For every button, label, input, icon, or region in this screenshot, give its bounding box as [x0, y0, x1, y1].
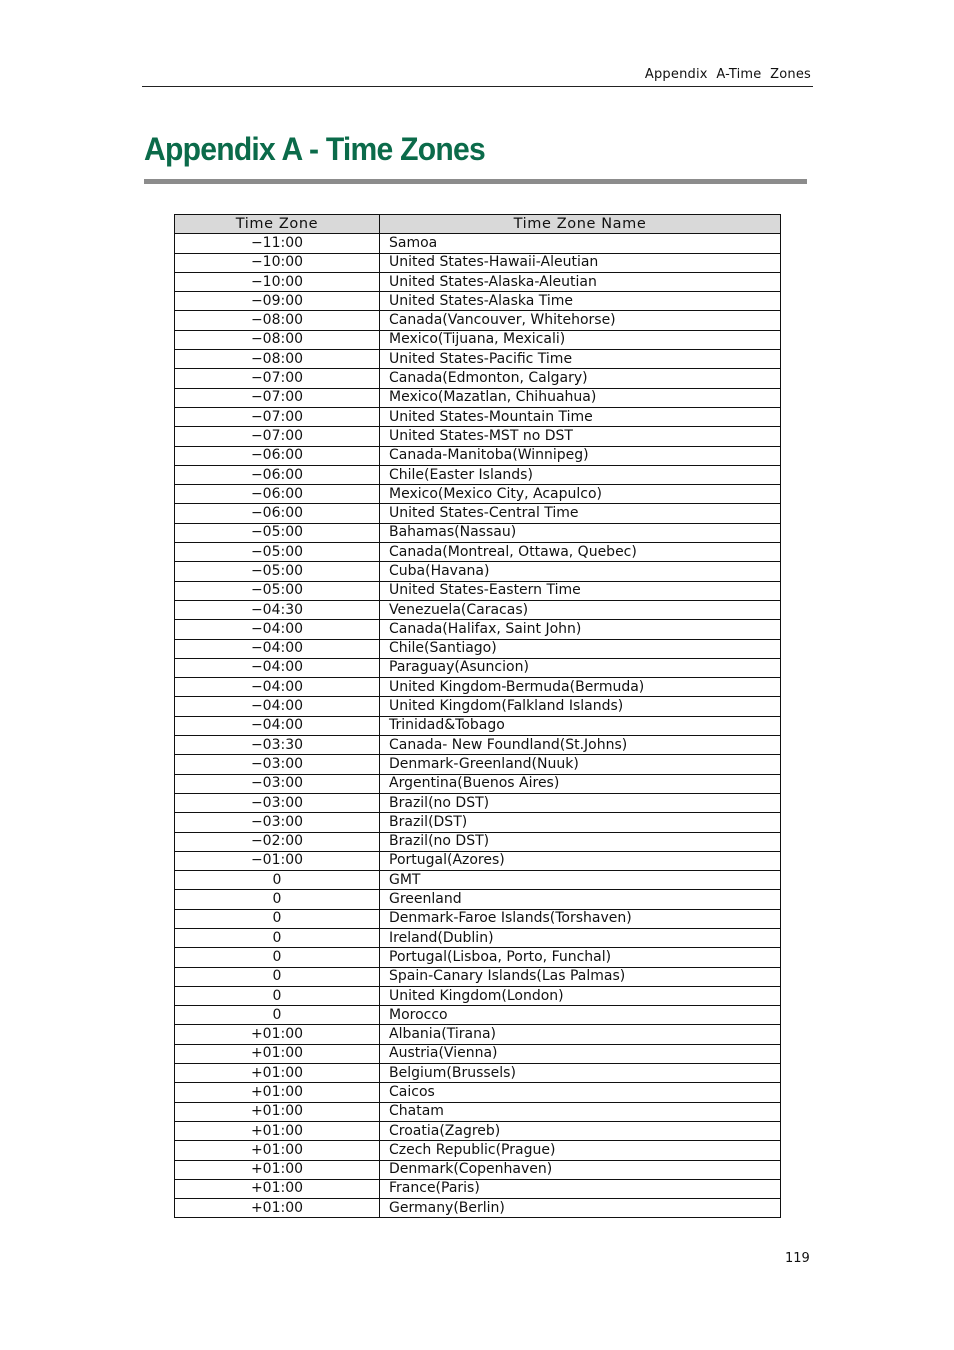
time-zone-name-cell: Denmark-Greenland(Nuuk)	[380, 755, 781, 774]
table-row	[175, 1121, 781, 1140]
utc-offset-cell: 0	[175, 986, 380, 1005]
utc-offset-cell: −04:00	[175, 639, 380, 658]
table-header-row	[175, 215, 781, 234]
table-row	[175, 1064, 781, 1083]
table-row	[175, 774, 781, 793]
utc-offset-cell: 0	[175, 948, 380, 967]
utc-offset-cell: −10:00	[175, 272, 380, 291]
utc-offset-cell: +01:00	[175, 1025, 380, 1044]
time-zone-name-cell: Chile(Easter Islands)	[380, 465, 781, 484]
page-title: Appendix A - Time Zones	[144, 131, 485, 167]
table-row	[175, 1102, 781, 1121]
utc-offset-cell: −03:00	[175, 793, 380, 812]
utc-offset-cell: −04:00	[175, 716, 380, 735]
time-zone-name-cell: Trinidad&Tobago	[380, 716, 781, 735]
time-zone-name-cell: Greenland	[380, 890, 781, 909]
time-zone-name-cell: Samoa	[380, 234, 781, 253]
table-row	[175, 234, 781, 253]
time-zone-name-cell: United Kingdom-Bermuda(Bermuda)	[380, 678, 781, 697]
utc-offset-cell: −03:00	[175, 774, 380, 793]
table-row	[175, 1083, 781, 1102]
utc-offset-cell: −04:00	[175, 620, 380, 639]
utc-offset-cell: −09:00	[175, 292, 380, 311]
time-zone-name-cell: Argentina(Buenos Aires)	[380, 774, 781, 793]
table-row	[175, 678, 781, 697]
utc-offset-cell: −05:00	[175, 581, 380, 600]
table-row	[175, 986, 781, 1005]
table-row	[175, 697, 781, 716]
utc-offset-cell: +01:00	[175, 1141, 380, 1160]
utc-offset-cell: 0	[175, 909, 380, 928]
time-zone-name-cell: Canada-Manitoba(Winnipeg)	[380, 446, 781, 465]
table-row	[175, 1160, 781, 1179]
time-zone-name-cell: Brazil(DST)	[380, 813, 781, 832]
table-row	[175, 446, 781, 465]
table-row	[175, 1044, 781, 1063]
table-row	[175, 350, 781, 369]
time-zone-name-cell: Croatia(Zagreb)	[380, 1121, 781, 1140]
utc-offset-cell: −07:00	[175, 427, 380, 446]
table-row	[175, 832, 781, 851]
table-row	[175, 813, 781, 832]
time-zone-name-cell: United States-Alaska Time	[380, 292, 781, 311]
utc-offset-cell: −05:00	[175, 523, 380, 542]
time-zone-name-cell: Denmark(Copenhaven)	[380, 1160, 781, 1179]
utc-offset-cell: −10:00	[175, 253, 380, 272]
time-zone-name-cell: United States-Hawaii-Aleutian	[380, 253, 781, 272]
utc-offset-cell: 0	[175, 928, 380, 947]
table-row	[175, 871, 781, 890]
table-row	[175, 890, 781, 909]
table-row	[175, 523, 781, 542]
table-header	[175, 215, 781, 234]
time-zone-name-cell: Albania(Tirana)	[380, 1025, 781, 1044]
table-row	[175, 928, 781, 947]
utc-offset-cell: −06:00	[175, 465, 380, 484]
time-zone-name-cell: United States-Eastern Time	[380, 581, 781, 600]
utc-offset-cell: −02:00	[175, 832, 380, 851]
utc-offset-cell: −07:00	[175, 369, 380, 388]
running-header	[142, 66, 813, 87]
table-row	[175, 716, 781, 735]
table-row	[175, 851, 781, 870]
utc-offset-cell: 0	[175, 1006, 380, 1025]
time-zone-name-cell: Canada(Vancouver, Whitehorse)	[380, 311, 781, 330]
utc-offset-cell: −06:00	[175, 446, 380, 465]
utc-offset-cell: +01:00	[175, 1160, 380, 1179]
time-zone-name-cell: Canada- New Foundland(St.Johns)	[380, 736, 781, 755]
table-row	[175, 485, 781, 504]
utc-offset-cell: 0	[175, 871, 380, 890]
time-zone-name-cell: Czech Republic(Prague)	[380, 1141, 781, 1160]
utc-offset-cell: +01:00	[175, 1044, 380, 1063]
utc-offset-cell: +01:00	[175, 1064, 380, 1083]
time-zone-name-cell: Venezuela(Caracas)	[380, 600, 781, 619]
header-time-zone-name: Time Zone Name	[380, 215, 781, 234]
table-row	[175, 543, 781, 562]
time-zone-name-cell: United States-MST no DST	[380, 427, 781, 446]
utc-offset-cell: +01:00	[175, 1083, 380, 1102]
utc-offset-cell: −06:00	[175, 485, 380, 504]
time-zone-name-cell: Ireland(Dublin)	[380, 928, 781, 947]
utc-offset-cell: −01:00	[175, 851, 380, 870]
utc-offset-cell: +01:00	[175, 1179, 380, 1198]
table-row	[175, 330, 781, 349]
time-zone-table	[174, 214, 781, 1218]
page-number: 119	[785, 1251, 810, 1266]
table-row	[175, 562, 781, 581]
time-zone-name-cell: Germany(Berlin)	[380, 1199, 781, 1218]
time-zone-name-cell: Mexico(Mazatlan, Chihuahua)	[380, 388, 781, 407]
time-zone-name-cell: France(Paris)	[380, 1179, 781, 1198]
table-row	[175, 1141, 781, 1160]
utc-offset-cell: −03:00	[175, 813, 380, 832]
table-row	[175, 407, 781, 426]
time-zone-name-cell: Mexico(Mexico City, Acapulco)	[380, 485, 781, 504]
table-row	[175, 1025, 781, 1044]
table-row	[175, 639, 781, 658]
table-row	[175, 600, 781, 619]
table-row	[175, 292, 781, 311]
time-zone-name-cell: United Kingdom(Falkland Islands)	[380, 697, 781, 716]
table-row	[175, 272, 781, 291]
time-zone-name-cell: Brazil(no DST)	[380, 832, 781, 851]
table-row	[175, 504, 781, 523]
table-row	[175, 369, 781, 388]
table-row	[175, 948, 781, 967]
time-zone-name-cell: United States-Pacific Time	[380, 350, 781, 369]
utc-offset-cell: −04:00	[175, 658, 380, 677]
table-row	[175, 1199, 781, 1218]
table-row	[175, 620, 781, 639]
time-zone-name-cell: Mexico(Tijuana, Mexicali)	[380, 330, 781, 349]
time-zone-name-cell: Morocco	[380, 1006, 781, 1025]
header-time-zone: Time Zone	[175, 215, 380, 234]
time-zone-name-cell: Brazil(no DST)	[380, 793, 781, 812]
utc-offset-cell: +01:00	[175, 1121, 380, 1140]
time-zone-name-cell: Belgium(Brussels)	[380, 1064, 781, 1083]
utc-offset-cell: −04:00	[175, 697, 380, 716]
utc-offset-cell: −05:00	[175, 562, 380, 581]
time-zone-name-cell: United States-Mountain Time	[380, 407, 781, 426]
utc-offset-cell: −04:00	[175, 678, 380, 697]
table-row	[175, 658, 781, 677]
table-row	[175, 736, 781, 755]
title-rule	[144, 179, 807, 184]
utc-offset-cell: +01:00	[175, 1199, 380, 1218]
utc-offset-cell: −11:00	[175, 234, 380, 253]
utc-offset-cell: −07:00	[175, 407, 380, 426]
utc-offset-cell: −05:00	[175, 543, 380, 562]
running-header-text: Appendix A-Time Zones	[644, 67, 811, 82]
time-zone-name-cell: Austria(Vienna)	[380, 1044, 781, 1063]
utc-offset-cell: +01:00	[175, 1102, 380, 1121]
time-zone-name-cell: United States-Central Time	[380, 504, 781, 523]
table-row	[175, 311, 781, 330]
table-row	[175, 909, 781, 928]
utc-offset-cell: −06:00	[175, 504, 380, 523]
time-zone-name-cell: Canada(Halifax, Saint John)	[380, 620, 781, 639]
utc-offset-cell: −07:00	[175, 388, 380, 407]
utc-offset-cell: −08:00	[175, 350, 380, 369]
table-row	[175, 465, 781, 484]
table-row	[175, 253, 781, 272]
time-zone-name-cell: Canada(Montreal, Ottawa, Quebec)	[380, 543, 781, 562]
time-zone-name-cell: Chile(Santiago)	[380, 639, 781, 658]
utc-offset-cell: −03:00	[175, 755, 380, 774]
table-row	[175, 1006, 781, 1025]
table-row	[175, 967, 781, 986]
utc-offset-cell: 0	[175, 890, 380, 909]
table-row	[175, 388, 781, 407]
time-zone-name-cell: Caicos	[380, 1083, 781, 1102]
table-row	[175, 581, 781, 600]
time-zone-name-cell: Paraguay(Asuncion)	[380, 658, 781, 677]
table-row	[175, 427, 781, 446]
time-zone-name-cell: Portugal(Azores)	[380, 851, 781, 870]
time-zone-name-cell: Cuba(Havana)	[380, 562, 781, 581]
time-zone-name-cell: Canada(Edmonton, Calgary)	[380, 369, 781, 388]
time-zone-name-cell: Bahamas(Nassau)	[380, 523, 781, 542]
time-zone-name-cell: Portugal(Lisboa, Porto, Funchal)	[380, 948, 781, 967]
utc-offset-cell: −04:30	[175, 600, 380, 619]
table-row	[175, 1179, 781, 1198]
time-zone-name-cell: United Kingdom(London)	[380, 986, 781, 1005]
table-row	[175, 755, 781, 774]
time-zone-name-cell: Spain-Canary Islands(Las Palmas)	[380, 967, 781, 986]
time-zone-name-cell: GMT	[380, 871, 781, 890]
table-body	[175, 234, 781, 1218]
utc-offset-cell: −08:00	[175, 311, 380, 330]
utc-offset-cell: −03:30	[175, 736, 380, 755]
time-zone-name-cell: United States-Alaska-Aleutian	[380, 272, 781, 291]
utc-offset-cell: −08:00	[175, 330, 380, 349]
utc-offset-cell: 0	[175, 967, 380, 986]
time-zone-name-cell: Denmark-Faroe Islands(Torshaven)	[380, 909, 781, 928]
table-row	[175, 793, 781, 812]
time-zone-name-cell: Chatam	[380, 1102, 781, 1121]
